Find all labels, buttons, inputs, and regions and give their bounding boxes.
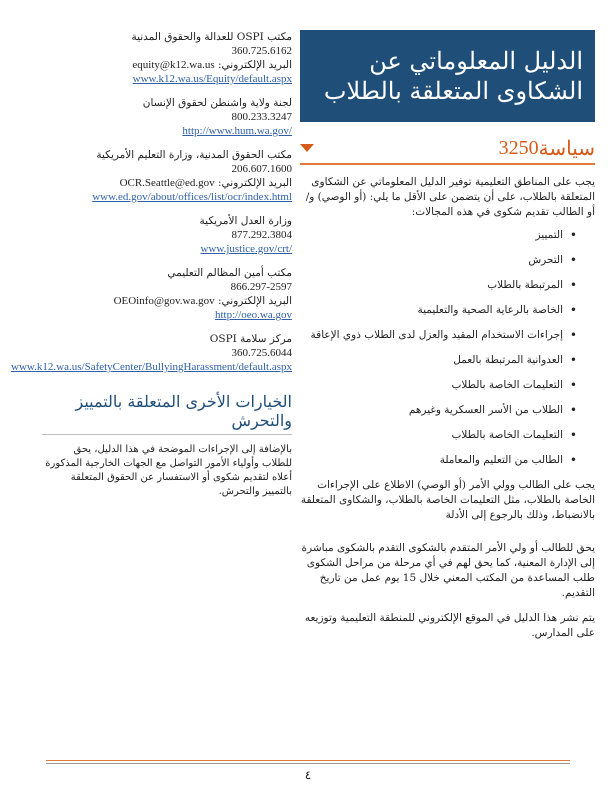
- complaint-topics-list: [300, 228, 577, 467]
- footer-divider: [46, 760, 570, 761]
- contact-phone: 360.725.6162: [231, 45, 292, 57]
- list-item: • العدوانية المرتبطة بالعمل: [300, 353, 577, 367]
- section-number: 3250: [498, 136, 539, 159]
- contact-email[interactable]: OCR.Seattle@ed.gov: [119, 177, 215, 189]
- page-title: الدليل المعلوماتي عن الشكاوى المتعلقة بالطلاب: [323, 47, 583, 105]
- list-item: • التحرش: [300, 253, 577, 267]
- footer-divider: [46, 763, 570, 764]
- paragraph-appeal: يحق للطالب أو ولي الأمر المتقدم بالشكوى التقدم بالشكوى مباشرة إلى الإدارة المعنية، كما يحق لهم في أي مرحلة من مراحل الشكوى طلب المساعدة من المكتب المعني خلال 15 يوم عمل من تاريخ التقديم.: [301, 542, 595, 599]
- contact-name: مكتب الحقوق المدنية، وزارة التعليم الأمريكية: [96, 149, 292, 161]
- contact-name: وزارة العدل الأمريكية: [199, 215, 292, 227]
- contact-link[interactable]: http://www.hum.wa.gov/: [182, 125, 292, 137]
- contact-name: لجنة ولاية واشنطن لحقوق الإنسان: [142, 97, 292, 109]
- contact-ospi-equity: مكتب OSPI للعدالة والحقوق المدنية 360.725.6162 البريد الإلكتروني: equity@k12.wa.us www.k12.wa.us/Equity/default.aspx: [42, 30, 292, 86]
- contact-link[interactable]: http://oeo.wa.gov: [215, 309, 292, 321]
- contact-phone: 360.725.6044: [231, 347, 292, 359]
- contact-doj: [42, 214, 292, 256]
- contact-link[interactable]: www.justice.gov/crt/: [200, 243, 292, 255]
- other-options-title: الخيارات الأخرى المتعلقة بالتمييز والتحرش: [42, 392, 292, 435]
- list-item: • إجراءات الاستخدام المقيد والعزل لدى الطلاب ذوي الإعاقة: [300, 328, 577, 342]
- list-item: • التعليمات الخاصة بالطلاب: [300, 378, 577, 392]
- contacts-column: [11, 30, 292, 499]
- contact-link[interactable]: www.ed.gov/about/offices/list/ocr/index.html: [92, 191, 292, 203]
- contact-ocr: مكتب الحقوق المدنية، وزارة التعليم الأمريكية 206.607.1600 البريد الإلكتروني: OCR.Seattle@ed.gov www.ed.gov/about/offices/list/ocr/index.html: [42, 148, 292, 204]
- section-header: [300, 136, 595, 165]
- list-item: • الطلاب من الأسر العسكرية وغيرهم: [300, 403, 577, 417]
- paragraph-dress: يجب على الطالب وولي الأمر (أو الوصي) الاطلاع على الإجراءات الخاصة بالطلاب، مثل التعليمات الخاصة بالطلاب، والشكاوى المتعلقة بالانضباط، وذلك بالرجوع إلى الأدلة: [300, 479, 595, 521]
- contact-email[interactable]: equity@k12.wa.us: [132, 59, 215, 71]
- section-title: سياسة: [538, 136, 595, 160]
- contact-phone: 866.297-2597: [230, 281, 292, 293]
- section-intro: يجب على المناطق التعليمية توفير الدليل المعلوماتي عن الشكاوى المتعلقة بالطلاب، على أن يتضمن على الأقل ما يلي: (أو الوصي) و/أو الطالب تقديم شكوى في هذه المجالات:: [305, 176, 595, 218]
- list-item: • الطالب من التعليم والمعاملة: [300, 453, 577, 467]
- contact-email[interactable]: OEOinfo@gov.wa.gov: [113, 295, 215, 307]
- contact-phone: 800.233.3247: [231, 111, 292, 123]
- main-column: [300, 30, 595, 641]
- contact-link[interactable]: www.k12.wa.us/SafetyCenter/BullyingHarassment/default.aspx: [11, 361, 292, 373]
- email-label: البريد الإلكتروني: [221, 177, 292, 189]
- title-banner: [300, 30, 595, 122]
- contact-phone: 206.607.1600: [231, 163, 292, 175]
- email-label: البريد الإلكتروني: [221, 295, 292, 307]
- page-number: ٤: [304, 768, 312, 782]
- paragraph-final: يتم نشر هذا الدليل في الموقع الإلكتروني للمنطقة التعليمية وتوزيعه على المدارس.: [304, 612, 595, 639]
- collapse-triangle-icon: [300, 144, 314, 152]
- contact-name: مركز سلامة OSPI: [209, 333, 292, 345]
- list-item: • الخاصة بالرعاية الصحية والتعليمية: [300, 303, 577, 317]
- contact-oeo: مكتب أمين المظالم التعليمي 866.297-2597 البريد الإلكتروني: OEOinfo@gov.wa.gov http://oeo.wa.gov: [42, 266, 292, 322]
- contact-link[interactable]: www.k12.wa.us/Equity/default.aspx: [132, 73, 292, 85]
- list-item: • التعليمات الخاصة بالطلاب: [300, 428, 577, 442]
- contact-ospi-safety: [11, 332, 292, 374]
- other-options-text: بالإضافة إلى الإجراءات الموضحة في هذا الدليل، يحق للطلاب وأولياء الأمور التواصل مع الجهات الخارجية المذكورة أعلاه لتقديم شكوى أو الاستفسار عن الحقوق المتعلقة بالتمييز والتحرش.: [45, 444, 292, 497]
- list-item: • التمييز: [300, 228, 577, 242]
- contact-phone: 877.292.3804: [231, 229, 292, 241]
- email-label: البريد الإلكتروني: [221, 59, 292, 71]
- contact-human-rights: [42, 96, 292, 138]
- list-item: • المرتبطة بالطلاب: [300, 278, 577, 292]
- contact-name: مكتب OSPI للعدالة والحقوق المدنية: [131, 31, 292, 43]
- contact-name: مكتب أمين المظالم التعليمي: [167, 267, 292, 279]
